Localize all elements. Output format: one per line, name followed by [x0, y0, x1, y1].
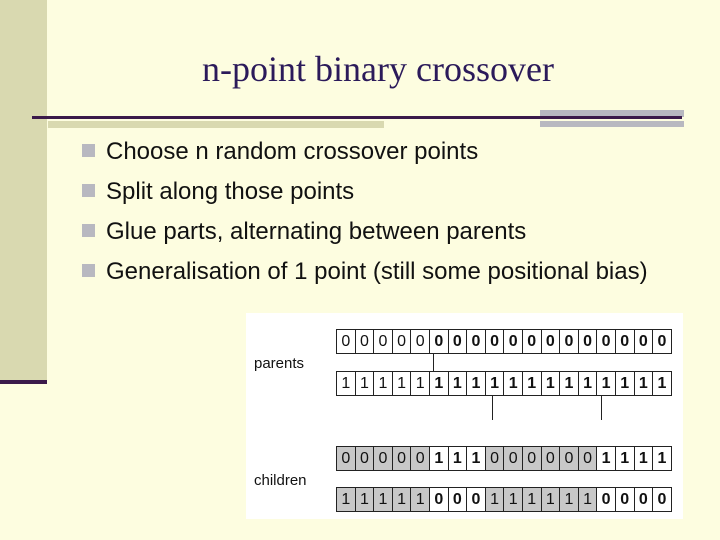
title-rule-accent-left: [48, 121, 384, 128]
gene-cell: 0: [410, 446, 430, 471]
gene-cell: 1: [485, 487, 505, 512]
gene-cell: 0: [559, 446, 579, 471]
gene-cell: 1: [559, 371, 579, 396]
gene-cell: 1: [634, 446, 654, 471]
gene-cell: 0: [559, 329, 579, 354]
gene-cell: 1: [503, 371, 523, 396]
gene-cell: 1: [355, 371, 375, 396]
gene-cell: 0: [578, 446, 598, 471]
gene-cell: 1: [410, 487, 430, 512]
crossover-point-1: [433, 354, 434, 371]
parents-label: parents: [254, 355, 305, 372]
gene-cell: 0: [355, 446, 375, 471]
parent1-row: [336, 329, 671, 354]
gene-cell: 1: [466, 446, 486, 471]
gene-cell: 0: [485, 446, 505, 471]
gene-cell: 1: [448, 446, 468, 471]
bullet-item: [82, 132, 702, 172]
title-rule: [32, 116, 682, 119]
gene-cell: 0: [503, 329, 523, 354]
gene-cell: 0: [596, 487, 616, 512]
gene-cell: 1: [559, 487, 579, 512]
child1-row: [336, 446, 671, 471]
gene-cell: 0: [652, 487, 672, 512]
bullet-square-icon: [82, 264, 95, 277]
gene-cell: 1: [541, 487, 561, 512]
gene-cell: 1: [448, 371, 468, 396]
crossover-point-3: [601, 396, 602, 420]
children-label: children: [254, 472, 307, 489]
child2-row: [336, 487, 671, 512]
bullet-square-icon: [82, 224, 95, 237]
bullet-list: [82, 132, 702, 288]
gene-cell: 1: [578, 371, 598, 396]
gene-cell: 0: [448, 329, 468, 354]
bullet-item: [82, 252, 702, 288]
gene-cell: 1: [522, 371, 542, 396]
bullet-square-icon: [82, 184, 95, 197]
gene-cell: 0: [522, 446, 542, 471]
gene-cell: 1: [578, 487, 598, 512]
gene-cell: 0: [596, 329, 616, 354]
gene-cell: 1: [652, 446, 672, 471]
gene-cell: 0: [466, 329, 486, 354]
gene-cell: 0: [485, 329, 505, 354]
gene-cell: 0: [429, 329, 449, 354]
gene-cell: 0: [652, 329, 672, 354]
gene-cell: 0: [634, 329, 654, 354]
gene-cell: 1: [596, 446, 616, 471]
gene-cell: 1: [652, 371, 672, 396]
gene-cell: 1: [392, 487, 412, 512]
gene-cell: 1: [373, 487, 393, 512]
gene-cell: 0: [355, 329, 375, 354]
gene-cell: 1: [615, 446, 635, 471]
gene-cell: 0: [541, 329, 561, 354]
crossover-point-2: [492, 396, 493, 420]
gene-cell: 0: [336, 329, 356, 354]
gene-cell: 1: [596, 371, 616, 396]
gene-cell: 1: [485, 371, 505, 396]
gene-cell: 1: [355, 487, 375, 512]
gene-cell: 1: [522, 487, 542, 512]
bullet-text: Choose n random crossover points: [106, 138, 479, 165]
gene-cell: 0: [392, 446, 412, 471]
bullet-item: [82, 212, 702, 252]
gene-cell: 0: [615, 329, 635, 354]
gene-cell: 1: [392, 371, 412, 396]
gene-cell: 0: [578, 329, 598, 354]
gene-cell: 1: [466, 371, 486, 396]
gene-cell: 1: [336, 371, 356, 396]
gene-cell: 1: [410, 371, 430, 396]
gene-cell: 0: [503, 446, 523, 471]
gene-cell: 1: [634, 371, 654, 396]
gene-cell: 1: [503, 487, 523, 512]
bullet-square-icon: [82, 144, 95, 157]
parent2-row: [336, 371, 671, 396]
bullet-item: [82, 172, 702, 212]
gene-cell: 0: [615, 487, 635, 512]
gene-cell: 1: [615, 371, 635, 396]
gene-cell: 0: [466, 487, 486, 512]
title-rule-accent-right: [540, 121, 684, 127]
gene-cell: 0: [373, 446, 393, 471]
gene-cell: 1: [429, 446, 449, 471]
left-decor-band-edge: [0, 380, 47, 384]
gene-cell: 0: [429, 487, 449, 512]
gene-cell: 0: [448, 487, 468, 512]
gene-cell: 0: [336, 446, 356, 471]
slide-title: n-point binary crossover: [202, 49, 554, 89]
gene-cell: 0: [522, 329, 542, 354]
gene-cell: 1: [336, 487, 356, 512]
gene-cell: 0: [373, 329, 393, 354]
gene-cell: 0: [541, 446, 561, 471]
gene-cell: 1: [373, 371, 393, 396]
gene-cell: 0: [634, 487, 654, 512]
crossover-diagram: [246, 313, 683, 519]
bullet-text: Generalisation of 1 point (still some positional bias): [106, 258, 648, 285]
gene-cell: 1: [429, 371, 449, 396]
bullet-text: Split along those points: [106, 178, 355, 205]
gene-cell: 0: [392, 329, 412, 354]
gene-cell: 1: [541, 371, 561, 396]
gene-cell: 0: [410, 329, 430, 354]
bullet-text: Glue parts, alternating between parents: [106, 218, 527, 245]
